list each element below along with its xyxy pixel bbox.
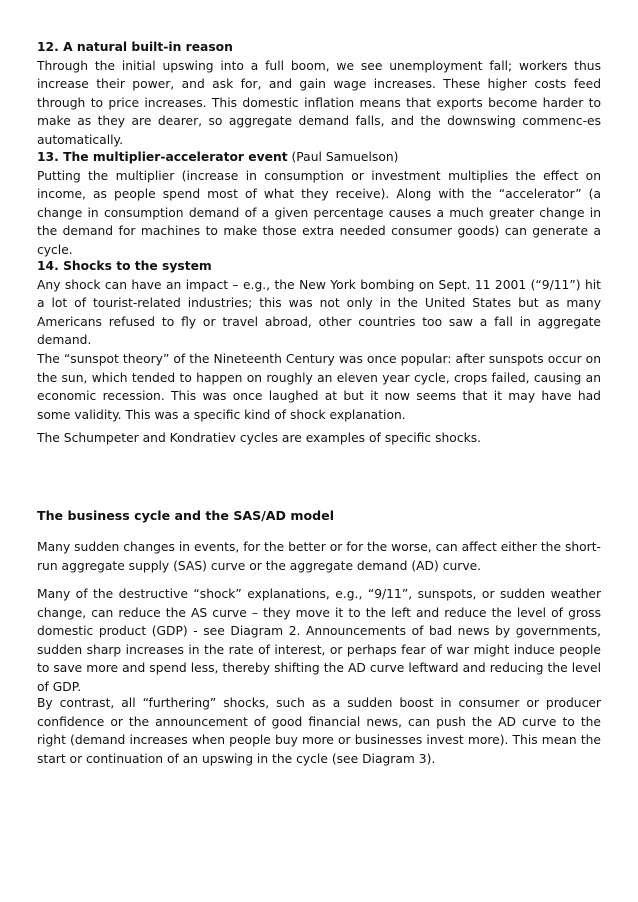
sas-ad-paragraph-2: Many of the destructive “shock” explanations, e.g., “9/11”, sunspots, or sudden weather change, can reduce the AS curve – they move it to the left and reduce the level of gross domestic product (GDP) - see Diagram 2. Announcements of bad news by governments, sudden sharp increases in the rate of interest, or perhaps fear of war might induce people to save more and spend less, thereby shifting the AD curve leftward and reducing the level of GDP.: [37, 587, 601, 694]
sas-ad-paragraph-2-block: [37, 585, 601, 697]
sas-ad-paragraph-3-block: [37, 694, 601, 768]
sas-ad-paragraph-3: By contrast, all “furthering” shocks, such as a sudden boost in consumer or producer confidence or the announcement of good financial news, can push the AD curve to the right (demand increases when people buy more or businesses invest more). This mean the start or continuation of an upswing in the cycle (see Diagram 3).: [37, 696, 601, 766]
section-12: [37, 38, 601, 150]
section-14-heading: 14. Shocks to the system: [37, 259, 212, 273]
schumpeter-paragraph-block: [37, 429, 601, 448]
section-13: [37, 148, 601, 260]
section-13-text: Putting the multiplier (increase in consumption or investment multiplies the effect on income, as people spend most of what they receive). Along with the “accelerator” (a change in consumption demand of a given percentage causes a much greater change in the demand for machines to make those extra needed consumer goods) can generate a cycle.: [37, 168, 601, 257]
section-13-heading-note: (Paul Samuelson): [287, 150, 399, 164]
section-13-heading-title: 13. The multiplier-accelerator event: [37, 150, 288, 164]
section-14-text: Any shock can have an impact – e.g., the New York bombing on Sept. 11 2001 (“9/11”) hit a lot of tourist-related industries; this was not only in the United States but as many Americans refused to fly or travel abroad, other countries too saw a fall in aggregate demand.: [37, 277, 601, 348]
sas-ad-heading-block: [37, 507, 601, 526]
section-12-heading: 12. A natural built-in reason: [37, 40, 233, 54]
sunspot-paragraph: The “sunspot theory” of the Nineteenth Century was once popular: after sunspots occur on the sun, which tended to happen on roughly an eleven year cycle, crops failed, causing an economic recession. This was once laughed at but it now seems that it may have had some validity. This was a specific kind of shock explanation.: [37, 352, 601, 422]
section-13-heading: [37, 148, 601, 167]
sas-ad-heading: The business cycle and the SAS/AD model: [37, 508, 335, 523]
schumpeter-paragraph: The Schumpeter and Kondratiev cycles are examples of specific shocks.: [37, 431, 482, 445]
sunspot-paragraph-block: [37, 350, 601, 424]
section-14: [37, 257, 601, 350]
sas-ad-paragraph-1-block: [37, 538, 601, 575]
section-12-text: Through the initial upswing into a full boom, we see unemployment fall; workers thus increase their power, and ask for, and gain wage increases. These higher costs feed through to price increases. This domestic inflation means that exports become harder to make as they are dearer, so aggregate demand falls, and the downswing commenc-es automatically.: [37, 58, 601, 147]
sas-ad-paragraph-1: Many sudden changes in events, for the better or for the worse, can affect either the short-run aggregate supply (SAS) curve or the aggregate demand (AD) curve.: [37, 540, 601, 573]
